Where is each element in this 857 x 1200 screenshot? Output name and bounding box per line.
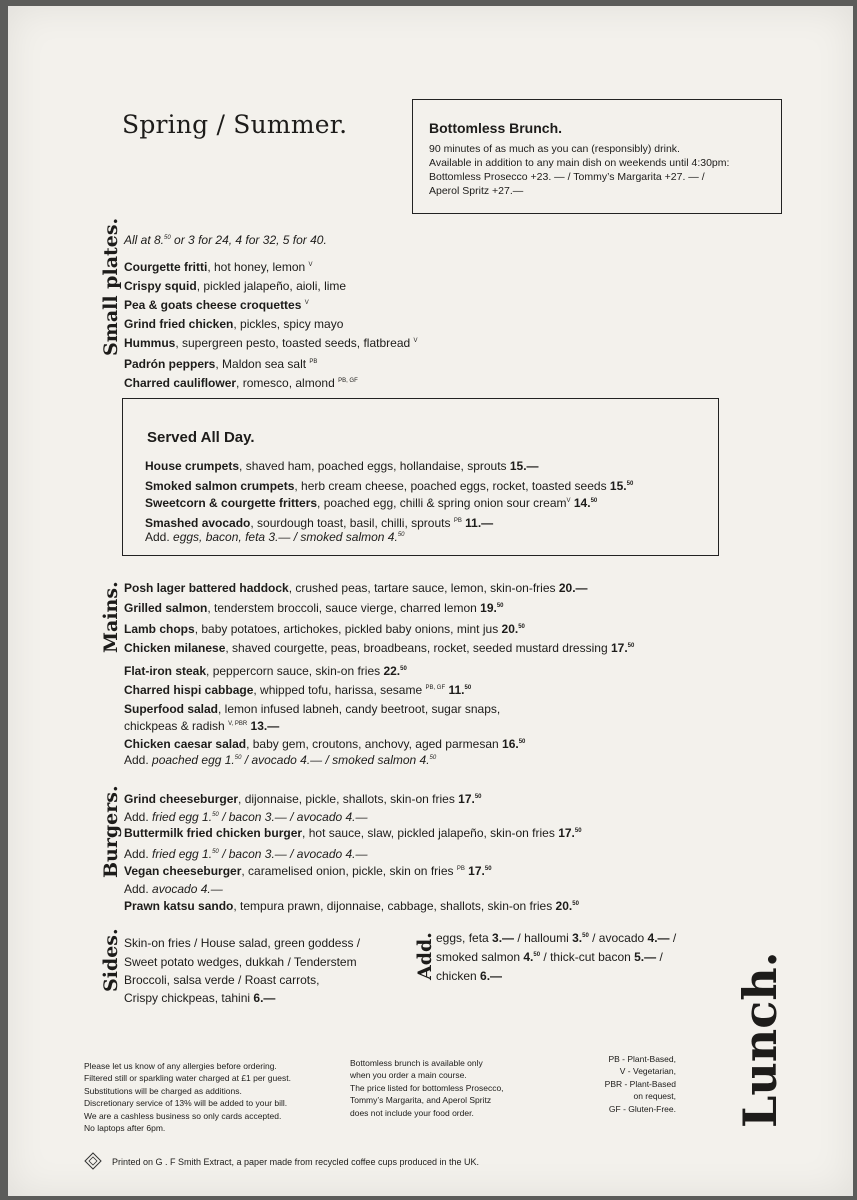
menu-item: House crumpets, shaved ham, poached eggs, hollandaise, sprouts 15.— <box>145 459 539 473</box>
menu-add-line: Add. fried egg 1.50 / bacon 3.— / avocado 4.— <box>124 847 368 861</box>
menu-item: Buttermilk fried chicken burger, hot sauce, slaw, pickled jalapeño, skin-on fries 17.50 <box>124 826 582 840</box>
menu-item: Grind cheeseburger, dijonnaise, pickle, shallots, skin-on fries 17.50 <box>124 792 482 806</box>
brunch-line: Available in addition to any main dish on weekends until 4:30pm: <box>429 157 730 169</box>
footer-legend <box>560 1053 676 1115</box>
add-line: eggs, feta 3.— / halloumi 3.50 / avocado 4.— / <box>436 931 677 945</box>
menu-item: Sweetcorn & courgette fritters, poached egg, chilli & spring onion sour cream$^V$ 14.50 <box>145 496 598 510</box>
menu-item: Hummus, supergreen pesto, toasted seeds, flatbread $^V$ <box>124 336 418 350</box>
menu-add-line: Add. fried egg 1.50 / bacon 3.— / avocado 4.— <box>124 810 368 824</box>
menu-item: Smashed avocado, sourdough toast, basil, chilli, sprouts $^{PB}$ 11.— <box>145 516 494 530</box>
gf-smith-logo-icon <box>84 1152 102 1170</box>
menu-item: Chicken milanese, shaved courgette, peas, broadbeans, rocket, seeded mustard dressing 17.50 <box>124 641 635 655</box>
menu-add-line: Add. avocado 4.— <box>124 882 223 896</box>
footer-line: Discretionary service of 13% will be added to your bill. <box>84 1098 288 1109</box>
menu-item: Crispy squid, pickled jalapeño, aioli, lime <box>124 279 347 293</box>
small-plates-label: Small plates. <box>100 217 122 356</box>
menu-item: Pea & goats cheese croquettes $^V$ <box>124 298 309 312</box>
served-all-day-box <box>122 398 719 556</box>
brunch-line: Bottomless Prosecco +23. — / Tommy’s Margarita +27. — / <box>429 171 705 183</box>
menu-item: Grilled salmon, tenderstem broccoli, sauce vierge, charred lemon 19.50 <box>124 601 504 615</box>
legend-line: PB - Plant-Based, <box>608 1054 676 1064</box>
footer-line: Bottomless brunch is available only <box>350 1058 483 1068</box>
legend-line: on request, <box>633 1091 676 1102</box>
sides-line: Broccoli, salsa verde / Roast carrots, <box>124 973 320 987</box>
menu-item: chickpeas & radish $^{V, PBR}$ 13.— <box>124 719 280 733</box>
page-title: Spring / Summer. <box>122 110 348 139</box>
menu-item: Charred hispi cabbage, whipped tofu, harissa, sesame $^{PB, GF}$ 11.50 <box>124 683 472 697</box>
footer-line: Please let us know of any allergies before ordering. <box>84 1061 277 1071</box>
menu-item: Chicken caesar salad, baby gem, croutons, anchovy, aged parmesan 16.50 <box>124 737 526 751</box>
legend-line: GF - Gluten-Free. <box>608 1103 676 1114</box>
small-plates-note: All at 8.50 or 3 for 24, 4 for 32, 5 for 40. <box>124 233 327 247</box>
sides-line: Skin-on fries / House salad, green goddess / <box>124 936 361 950</box>
menu-item: Lamb chops, baby potatoes, artichokes, pickled baby onions, mint jus 20.50 <box>124 622 525 636</box>
brunch-line: Aperol Spritz +27.— <box>429 185 524 197</box>
legend-line: V - Vegetarian, <box>619 1066 676 1077</box>
menu-item: Superfood salad, lemon infused labneh, candy beetroot, sugar snaps, <box>124 702 501 716</box>
footer-line: does not include your food order. <box>350 1107 474 1118</box>
footer-line: The price listed for bottomless Prosecco, <box>350 1082 504 1093</box>
menu-item: Vegan cheeseburger, caramelised onion, pickle, skin on fries $^{PB}$ 17.50 <box>124 864 492 878</box>
footer-line: Tommy’s Margarita, and Aperol Spritz <box>350 1095 492 1106</box>
menu-item: Flat-iron steak, peppercorn sauce, skin-on fries 22.50 <box>124 664 407 678</box>
menu-item: Padrón peppers, Maldon sea salt $^{PB}$ <box>124 357 318 371</box>
all-day-heading: Served All Day. <box>147 429 255 446</box>
sides-line: Sweet potato wedges, dukkah / Tenderstem <box>124 955 357 969</box>
lunch-title: Lunch. <box>733 951 787 1128</box>
footer-line: Substitutions will be charged as additions. <box>84 1085 242 1096</box>
footer-line: We are a cashless business so only cards accepted. <box>84 1110 282 1121</box>
bottomless-brunch-box <box>412 99 782 214</box>
brunch-heading: Bottomless Brunch. <box>429 120 563 136</box>
sides-label: Sides. <box>100 928 122 992</box>
footer-notes-left <box>84 1060 291 1134</box>
burgers-label: Burgers. <box>100 785 122 878</box>
menu-item: Courgette fritti, hot honey, lemon $^V$ <box>124 260 313 274</box>
menu-item: Smoked salmon crumpets, herb cream cheese, poached eggs, rocket, toasted seeds 15.50 <box>145 479 634 493</box>
sides-line: Crispy chickpeas, tahini 6.— <box>124 991 276 1005</box>
menu-item: Prawn katsu sando, tempura prawn, dijonnaise, cabbage, shallots, skin-on fries 20.50 <box>124 899 579 913</box>
footer-line: No laptops after 6pm. <box>84 1123 166 1134</box>
menu-item: Grind fried chicken, pickles, spicy mayo <box>124 317 344 331</box>
all-day-add: Add. eggs, bacon, feta 3.— / smoked salmon 4.50 <box>145 530 405 544</box>
footer-notes-mid <box>350 1057 504 1119</box>
legend-line: PBR - Plant-Based <box>604 1078 676 1089</box>
menu-item: Charred cauliflower, romesco, almond $^{PB, GF}$ <box>124 376 358 390</box>
add-label: Add. <box>414 932 436 980</box>
footer-line: Filtered still or sparkling water charged at £1 per guest. <box>84 1073 291 1084</box>
add-line: smoked salmon 4.50 / thick-cut bacon 5.— / <box>436 950 663 964</box>
menu-item: Posh lager battered haddock, crushed peas, tartare sauce, lemon, skin-on-fries 20.— <box>124 581 588 595</box>
mains-add: Add. poached egg 1.50 / avocado 4.— / smoked salmon 4.50 <box>124 753 437 767</box>
mains-label: Mains. <box>100 581 122 653</box>
printed-note: Printed on G . F Smith Extract, a paper made from recycled coffee cups produced in the UK. <box>112 1157 480 1167</box>
add-line: chicken 6.— <box>436 969 503 983</box>
brunch-line: 90 minutes of as much as you can (responsibly) drink. <box>429 143 680 155</box>
footer-line: when you order a main course. <box>350 1070 467 1081</box>
